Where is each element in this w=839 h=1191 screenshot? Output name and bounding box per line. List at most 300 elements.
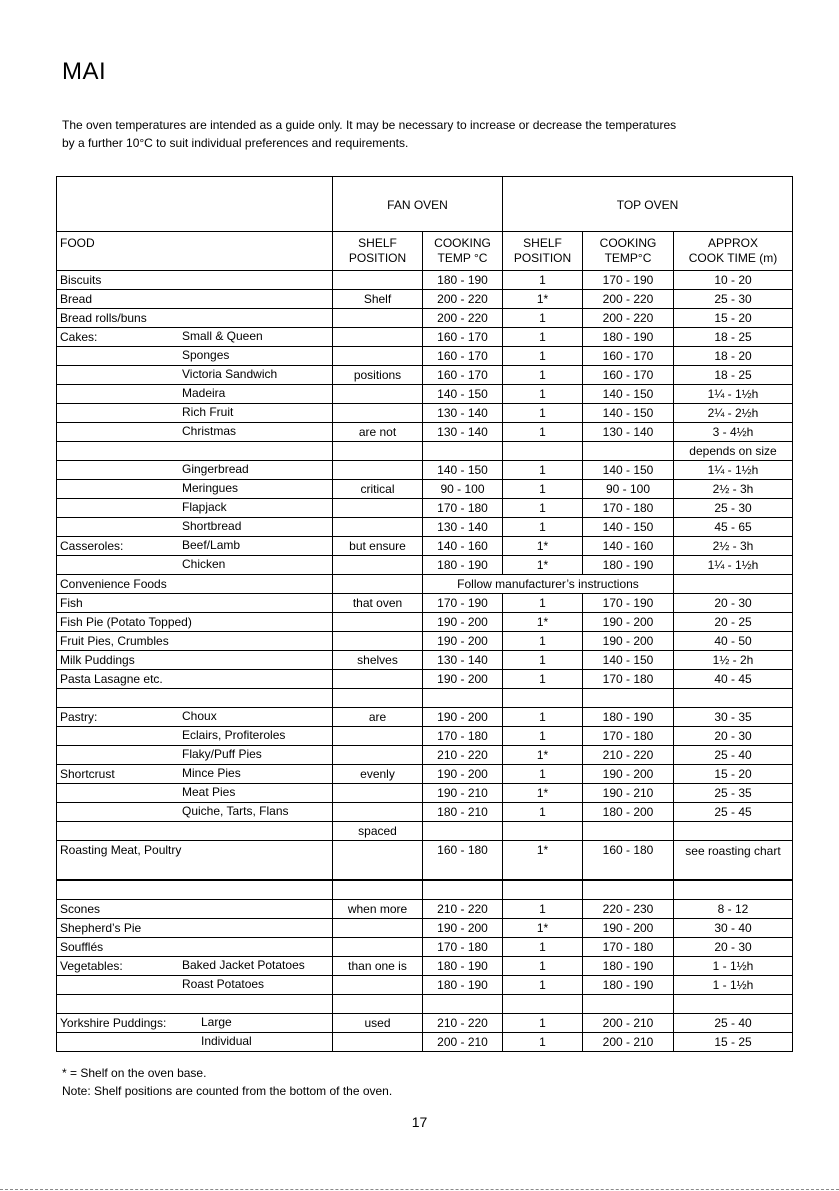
top-temp-cell: 200 - 210 [583,1014,674,1033]
food-cell [57,784,333,803]
top-shelf-cell: 1 [503,670,583,689]
instruction-cell: Follow manufacturer’s instructions [423,575,674,594]
fan-temp-cell: 190 - 200 [423,632,503,651]
cook-time-cell: 1¼ - 1½h [674,385,793,404]
food-name: Milk Puddings [60,652,135,667]
fan-shelf-cell [333,575,423,594]
top-shelf-cell: 1 [503,271,583,290]
food-name: Cakes: [60,329,98,344]
top-shelf-cell [503,442,583,461]
table-row [57,499,793,518]
fan-shelf-cell [333,746,423,765]
table-row [57,594,793,613]
table-row [57,537,793,556]
cook-time-cell: 8 - 12 [674,900,793,919]
top-shelf-cell: 1 [503,347,583,366]
fan-temp-cell: 140 - 150 [423,461,503,480]
food-name: Pastry: [60,709,98,724]
fan-temp-cell: 200 - 220 [423,290,503,309]
food-cell [57,442,333,461]
table-row [57,841,793,881]
cook-time-cell: 18 - 25 [674,366,793,385]
fan-temp-cell: 160 - 170 [423,366,503,385]
fan-temp-cell: 90 - 100 [423,480,503,499]
table-row [57,290,793,309]
top-shelf-cell: 1* [503,613,583,632]
fan-shelf-cell [333,461,423,480]
fan-shelf-cell [333,803,423,822]
food-cell [57,880,333,900]
food-cell [57,632,333,651]
top-shelf-cell: 1 [503,651,583,670]
food-variety: Shortbread [182,519,242,533]
fan-shelf-cell: are [333,708,423,727]
table-row [57,575,793,594]
fan-temp-cell: 170 - 190 [423,594,503,613]
fan-temp-cell: 140 - 160 [423,537,503,556]
cook-time-cell: depends on size [674,442,793,461]
cook-time-header-line1: APPROX [707,236,758,250]
fan-temp-cell: 160 - 170 [423,347,503,366]
food-variety: Gingerbread [182,462,249,476]
top-shelf-cell [503,880,583,900]
food-variety: Choux [182,709,217,723]
fan-temp-cell: 170 - 180 [423,727,503,746]
footnote-shelf-positions: Note: Shelf positions are counted from the bottom of the oven. [62,1084,393,1098]
fan-shelf-cell: critical [333,480,423,499]
food-name: Fish [60,595,83,610]
fan-shelf-cell: positions [333,366,423,385]
top-temp-cell: 130 - 140 [583,423,674,442]
fan-temp-cell: 190 - 210 [423,784,503,803]
fan-temp-cell: 200 - 220 [423,309,503,328]
cook-time-cell: 1½ - 2h [674,651,793,670]
fan-temp-header [423,232,503,271]
food-cell [57,919,333,938]
top-shelf-cell: 1 [503,632,583,651]
food-name: Yorkshire Puddings: [60,1015,167,1030]
food-variety: Eclairs, Profiteroles [182,728,286,742]
food-cell [57,938,333,957]
top-temp-cell: 140 - 150 [583,404,674,423]
fan-temp-cell: 160 - 180 [423,841,503,881]
cook-time-cell: 15 - 25 [674,1033,793,1052]
top-temp-cell: 180 - 190 [583,708,674,727]
cook-time-cell: 20 - 30 [674,727,793,746]
table-row [57,957,793,976]
cook-time-cell: 30 - 35 [674,708,793,727]
fan-shelf-cell [333,385,423,404]
food-variety: Chicken [182,557,226,571]
top-shelf-header-line2: POSITION [513,251,572,265]
food-variety: Flapjack [182,500,227,514]
food-variety: Individual [201,1034,252,1048]
top-shelf-cell: 1 [503,900,583,919]
cook-time-cell [674,880,793,900]
top-shelf-cell: 1 [503,480,583,499]
food-cell [57,651,333,670]
top-shelf-cell: 1 [503,328,583,347]
cook-time-cell [674,689,793,708]
fan-temp-cell: 180 - 190 [423,957,503,976]
food-cell [57,328,333,347]
fan-shelf-cell [333,309,423,328]
table-row [57,556,793,575]
top-temp-cell: 180 - 190 [583,556,674,575]
top-shelf-cell: 1 [503,518,583,537]
food-cell [57,957,333,976]
fan-temp-cell [423,442,503,461]
table-row [57,423,793,442]
top-temp-header [583,232,674,271]
footnote-shelf-base: * = Shelf on the oven base. [62,1066,207,1080]
cook-time-cell: see roasting chart [674,841,793,881]
top-shelf-cell: 1* [503,784,583,803]
food-variety: Large [201,1015,232,1029]
food-name: Shepherd’s Pie [60,920,142,935]
cook-time-cell: 2½ - 3h [674,480,793,499]
intro-line-1: The oven temperatures are intended as a guide only. It may be necessary to increase or decrease the temperatures [62,118,677,132]
food-cell [57,746,333,765]
top-temp-cell: 180 - 190 [583,328,674,347]
bottom-rule [0,1189,839,1190]
fan-temp-cell: 180 - 190 [423,976,503,995]
top-shelf-header-line1: SHELF [523,236,562,250]
table-row [57,708,793,727]
food-cell [57,670,333,689]
table-row [57,632,793,651]
food-cell [57,1014,333,1033]
fan-temp-cell [423,689,503,708]
intro-text [62,116,792,152]
table-row [57,976,793,995]
table-row [57,900,793,919]
fan-shelf-cell [333,670,423,689]
top-shelf-cell: 1 [503,957,583,976]
top-shelf-cell: 1 [503,803,583,822]
fan-temp-cell: 210 - 220 [423,900,503,919]
cook-time-cell: 15 - 20 [674,309,793,328]
fan-temp-header-line2: TEMP °C [437,251,488,265]
food-variety: Victoria Sandwich [182,367,278,381]
food-variety: Meat Pies [182,785,236,799]
cook-time-cell: 25 - 30 [674,499,793,518]
table-row [57,765,793,784]
food-name: Scones [60,901,101,916]
table-row [57,784,793,803]
fan-temp-cell: 170 - 180 [423,499,503,518]
top-temp-cell: 140 - 150 [583,461,674,480]
top-shelf-cell: 1* [503,290,583,309]
food-name: Pasta Lasagne etc. [60,671,163,686]
fan-temp-cell: 170 - 180 [423,938,503,957]
top-temp-cell: 160 - 170 [583,366,674,385]
fan-temp-cell: 180 - 210 [423,803,503,822]
food-variety: Meringues [182,481,239,495]
top-temp-cell: 190 - 200 [583,632,674,651]
top-temp-cell: 170 - 190 [583,594,674,613]
food-variety: Christmas [182,424,237,438]
fan-temp-cell: 180 - 190 [423,271,503,290]
table-group-header [57,177,793,232]
food-cell [57,841,333,881]
fan-shelf-cell [333,938,423,957]
food-cell [57,727,333,746]
table-row [57,670,793,689]
fan-shelf-cell: than one is [333,957,423,976]
top-shelf-cell: 1 [503,727,583,746]
food-cell [57,976,333,995]
fan-shelf-cell: spaced [333,822,423,841]
cook-time-cell: 1¼ - 1½h [674,556,793,575]
top-shelf-cell: 1 [503,708,583,727]
top-oven-header: TOP OVEN [503,177,793,232]
food-cell [57,347,333,366]
food-header: FOOD [57,232,333,271]
cook-time-cell: 30 - 40 [674,919,793,938]
fan-temp-cell: 190 - 200 [423,708,503,727]
top-shelf-cell: 1 [503,385,583,404]
cook-time-cell: 1 - 1½h [674,976,793,995]
top-temp-cell: 200 - 210 [583,1033,674,1052]
table-row [57,613,793,632]
fan-shelf-header-line1: SHELF [358,236,397,250]
fan-temp-cell: 130 - 140 [423,518,503,537]
table-row [57,822,793,841]
fan-temp-cell: 190 - 200 [423,919,503,938]
top-temp-cell: 200 - 220 [583,290,674,309]
cook-time-header [674,232,793,271]
page-number: 17 [411,1114,428,1130]
table-row [57,995,793,1014]
food-name: Roasting Meat, Poultry [60,843,182,857]
fan-shelf-cell [333,328,423,347]
fan-temp-cell: 200 - 210 [423,1033,503,1052]
top-shelf-cell: 1 [503,938,583,957]
top-temp-cell: 90 - 100 [583,480,674,499]
table-row [57,518,793,537]
food-cell [57,423,333,442]
top-shelf-cell: 1 [503,765,583,784]
fan-temp-cell: 190 - 200 [423,613,503,632]
cook-time-cell: 25 - 40 [674,746,793,765]
food-cell [57,537,333,556]
table-row [57,271,793,290]
top-temp-cell: 190 - 200 [583,765,674,784]
top-temp-cell: 170 - 180 [583,670,674,689]
food-name: Bread rolls/buns [60,310,147,325]
fan-shelf-cell: are not [333,423,423,442]
top-temp-cell: 220 - 230 [583,900,674,919]
cook-time-cell: 25 - 35 [674,784,793,803]
cook-time-cell [674,575,793,594]
food-variety: Madeira [182,386,226,400]
cook-time-cell: 10 - 20 [674,271,793,290]
food-cell [57,556,333,575]
food-variety: Beef/Lamb [182,538,241,552]
top-temp-cell: 160 - 180 [583,841,674,881]
top-shelf-cell: 1* [503,841,583,881]
table-row [57,385,793,404]
fan-shelf-cell: shelves [333,651,423,670]
food-cell [57,995,333,1014]
top-shelf-cell: 1 [503,309,583,328]
top-shelf-cell [503,822,583,841]
fan-shelf-cell: but ensure [333,537,423,556]
cook-time-cell: 1¼ - 1½h [674,461,793,480]
top-temp-cell: 140 - 150 [583,385,674,404]
top-temp-header-line1: COOKING [599,236,657,250]
fan-shelf-cell: used [333,1014,423,1033]
fan-shelf-cell [333,1033,423,1052]
top-temp-cell [583,822,674,841]
fan-shelf-cell [333,841,423,881]
food-cell [57,461,333,480]
cook-time-cell: 2¼ - 2½h [674,404,793,423]
food-cell [57,366,333,385]
fan-temp-cell: 210 - 220 [423,1014,503,1033]
fan-shelf-cell [333,976,423,995]
table-row [57,309,793,328]
table-row [57,366,793,385]
top-shelf-cell: 1 [503,461,583,480]
fan-shelf-cell [333,271,423,290]
fan-temp-cell: 140 - 150 [423,385,503,404]
cook-time-cell: 18 - 20 [674,347,793,366]
fan-shelf-cell [333,632,423,651]
fan-shelf-cell: when more [333,900,423,919]
table-column-header [57,232,793,271]
fan-shelf-cell: Shelf [333,290,423,309]
top-temp-cell [583,689,674,708]
table-row [57,746,793,765]
table-row [57,461,793,480]
oven-temperature-table [56,176,793,1052]
top-temp-cell: 170 - 180 [583,727,674,746]
cook-time-cell: 20 - 30 [674,594,793,613]
food-name: Vegetables: [60,958,123,973]
cook-time-cell: 1 - 1½h [674,957,793,976]
fan-shelf-cell: that oven [333,594,423,613]
table-row [57,919,793,938]
fan-shelf-cell [333,919,423,938]
table-row [57,727,793,746]
food-variety: Sponges [182,348,230,362]
header-blank [57,177,333,232]
cook-time-cell: 40 - 50 [674,632,793,651]
fan-shelf-cell [333,499,423,518]
cook-time-cell: 15 - 20 [674,765,793,784]
top-temp-cell: 170 - 180 [583,499,674,518]
cook-time-cell: 40 - 45 [674,670,793,689]
top-temp-cell: 180 - 200 [583,803,674,822]
food-cell [57,385,333,404]
top-shelf-cell: 1 [503,366,583,385]
food-variety: Baked Jacket Potatoes [182,958,305,972]
table-row [57,689,793,708]
fan-shelf-cell [333,995,423,1014]
top-shelf-cell [503,995,583,1014]
fan-temp-cell: 160 - 170 [423,328,503,347]
food-cell [57,689,333,708]
food-variety: Roast Potatoes [182,977,265,991]
table-row [57,1033,793,1052]
fan-shelf-cell [333,727,423,746]
top-shelf-cell: 1* [503,746,583,765]
fan-shelf-cell [333,442,423,461]
food-name: Bread [60,291,93,306]
top-shelf-cell: 1 [503,594,583,613]
food-variety: Small & Queen [182,329,263,343]
fan-temp-cell: 130 - 140 [423,651,503,670]
page-title: MAI [62,58,107,85]
table-row [57,347,793,366]
food-cell [57,803,333,822]
food-variety: Mince Pies [182,766,241,780]
table-row [57,328,793,347]
table-row [57,480,793,499]
fan-shelf-cell: evenly [333,765,423,784]
footnotes [62,1064,392,1100]
cook-time-cell: 25 - 45 [674,803,793,822]
top-temp-cell: 160 - 170 [583,347,674,366]
cook-time-cell: 25 - 30 [674,290,793,309]
top-shelf-cell: 1 [503,976,583,995]
top-temp-cell: 140 - 150 [583,518,674,537]
fan-temp-cell [423,995,503,1014]
cook-time-cell: 20 - 25 [674,613,793,632]
food-cell [57,594,333,613]
top-shelf-cell: 1 [503,1014,583,1033]
fan-temp-header-line1: COOKING [434,236,491,250]
food-variety: Flaky/Puff Pies [182,747,262,761]
fan-shelf-header-line2: POSITION [348,251,407,265]
top-temp-cell: 210 - 220 [583,746,674,765]
fan-temp-cell: 210 - 220 [423,746,503,765]
top-temp-cell: 180 - 190 [583,976,674,995]
fan-temp-cell [423,880,503,900]
top-temp-cell: 190 - 200 [583,919,674,938]
fan-shelf-cell [333,347,423,366]
food-cell [57,900,333,919]
cook-time-cell: 25 - 40 [674,1014,793,1033]
fan-shelf-cell [333,689,423,708]
top-temp-cell: 190 - 210 [583,784,674,803]
cook-time-cell: 20 - 30 [674,938,793,957]
food-name: Fish Pie (Potato Topped) [60,614,192,629]
food-cell [57,518,333,537]
cook-time-cell: 18 - 25 [674,328,793,347]
top-temp-cell: 140 - 150 [583,651,674,670]
cook-time-cell [674,822,793,841]
food-cell [57,290,333,309]
food-cell [57,613,333,632]
cook-time-cell [674,995,793,1014]
top-temp-cell: 140 - 160 [583,537,674,556]
food-cell [57,499,333,518]
fan-temp-cell: 130 - 140 [423,423,503,442]
food-cell [57,765,333,784]
top-shelf-cell: 1* [503,919,583,938]
food-cell [57,309,333,328]
intro-line-2: by a further 10°C to suit individual preferences and requirements. [62,136,409,150]
top-shelf-cell [503,689,583,708]
top-shelf-cell: 1 [503,499,583,518]
food-cell [57,575,333,594]
top-temp-cell: 170 - 190 [583,271,674,290]
fan-temp-cell: 130 - 140 [423,404,503,423]
food-cell [57,480,333,499]
